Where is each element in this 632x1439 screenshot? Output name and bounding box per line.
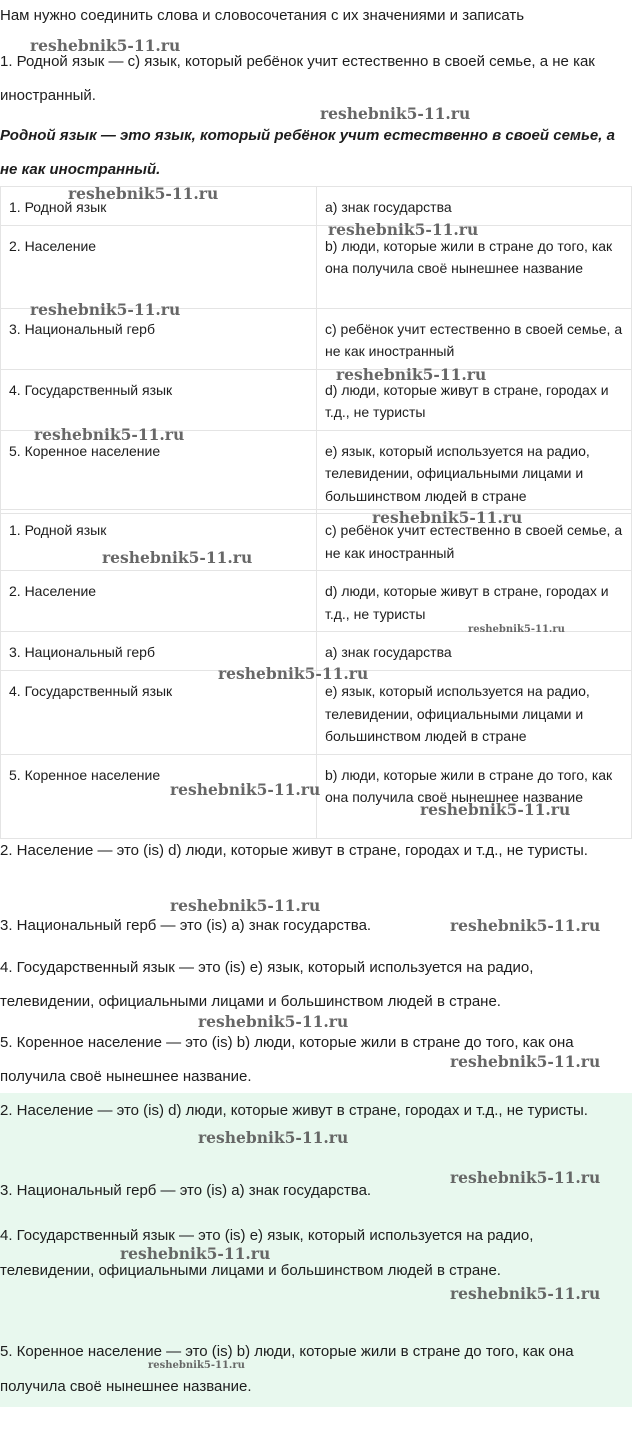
table-row [1,510,632,571]
watermark: reshebnik5-11.ru [30,36,181,55]
table-row [1,369,632,430]
watermark: reshebnik5-11.ru [450,1052,601,1071]
table-row [1,308,632,369]
watermark: reshebnik5-11.ru [198,1012,349,1031]
intro-text: Нам нужно соединить слова и словосочетания с их значениями и записать [0,7,525,24]
term-cell: 2. Население [1,225,317,308]
watermark: reshebnik5-11.ru [102,548,253,567]
watermark: reshebnik5-11.ru [372,508,523,527]
definition-cell: a) знак государства [317,187,632,226]
watermark: reshebnik5-11.ru [420,800,571,819]
green-sentence-3: 3. Национальный герб — это (is) a) знак государства. [0,1182,372,1199]
table-row [1,754,632,838]
term-cell: 1. Родной язык [1,187,317,226]
watermark: reshebnik5-11.ru [320,104,471,123]
definition-cell: d) люди, которые живут в стране, городах и т.д., не туристы [317,369,632,430]
watermark: reshebnik5-11.ru [198,1128,349,1147]
term-cell: 5. Коренное население [1,430,317,514]
term-cell: 4. Государственный язык [1,671,317,755]
term-cell: 4. Государственный язык [1,369,317,430]
definition-cell: a) знак государства [317,632,632,671]
watermark: reshebnik5-11.ru [468,624,565,635]
watermark: reshebnik5-11.ru [120,1244,271,1263]
sentence-3: 3. Национальный герб — это (is) a) знак государства. [0,917,372,934]
watermark: reshebnik5-11.ru [30,300,181,319]
highlight-block [0,1093,632,1407]
answer-1: Родной язык — это язык, который ребёнок учит естественно в своей семье, а не как иностранный. [0,127,615,178]
definition-cell: e) язык, который используется на радио, телевидении, официальными лицами и большинством людей в стране [317,671,632,755]
watermark: reshebnik5-11.ru [218,664,369,683]
watermark: reshebnik5-11.ru [336,365,487,384]
sentence-5: 5. Коренное население — это (is) b) люди, которые жили в стране до того, как она получила своё нынешнее название. [0,1034,574,1085]
sentence-2: 2. Население — это (is) d) люди, которые живут в стране, городах и т.д., не туристы. [0,842,588,859]
watermark: reshebnik5-11.ru [450,916,601,935]
table-row [1,571,632,632]
table-row [1,632,632,671]
definition-cell: e) язык, который используется на радио, телевидении, официальными лицами и большинством людей в стране [317,430,632,514]
term-cell: 3. Национальный герб [1,308,317,369]
matching-table-original [0,186,632,514]
watermark: reshebnik5-11.ru [170,896,321,915]
watermark: reshebnik5-11.ru [170,780,321,799]
table-row [1,187,632,226]
table-row [1,671,632,755]
definition-cell: b) люди, которые жили в стране до того, как она получила своё нынешнее название [317,754,632,838]
green-sentence-2: 2. Население — это (is) d) люди, которые живут в стране, городах и т.д., не туристы. [0,1102,588,1119]
definition-cell: c) ребёнок учит естественно в своей семье, а не как иностранный [317,308,632,369]
watermark: reshebnik5-11.ru [450,1168,601,1187]
line-1: 1. Родной язык — с) язык, который ребёнок учит естественно в своей семье, а не как иностранный. [0,53,595,104]
sentence-4: 4. Государственный язык — это (is) e) язык, который используется на радио, телевидении, официальными лицами и большинством людей в стране. [0,959,534,1010]
table-row [1,225,632,308]
term-cell: 5. Коренное население [1,754,317,838]
definition-cell: c) ребёнок учит естественно в своей семье, а не как иностранный [317,510,632,571]
watermark: reshebnik5-11.ru [34,425,185,444]
table-row [1,430,632,514]
green-sentence-5: 5. Коренное население — это (is) b) люди, которые жили в стране до того, как она получила своё нынешнее название. [0,1343,574,1395]
definition-cell: b) люди, которые жили в стране до того, как она получила своё нынешнее название [317,225,632,308]
watermark: reshebnik5-11.ru [450,1284,601,1303]
watermark: reshebnik5-11.ru [68,184,219,203]
definition-cell: d) люди, которые живут в стране, городах и т.д., не туристы [317,571,632,632]
green-sentence-4: 4. Государственный язык — это (is) e) язык, который используется на радио, телевидении, официальными лицами и большинством людей в стране. [0,1227,534,1279]
watermark: reshebnik5-11.ru [328,220,479,239]
watermark: reshebnik5-11.ru [148,1360,245,1371]
term-cell: 1. Родной язык [1,510,317,571]
matching-table-answers [0,509,632,839]
term-cell: 3. Национальный герб [1,632,317,671]
term-cell: 2. Население [1,571,317,632]
